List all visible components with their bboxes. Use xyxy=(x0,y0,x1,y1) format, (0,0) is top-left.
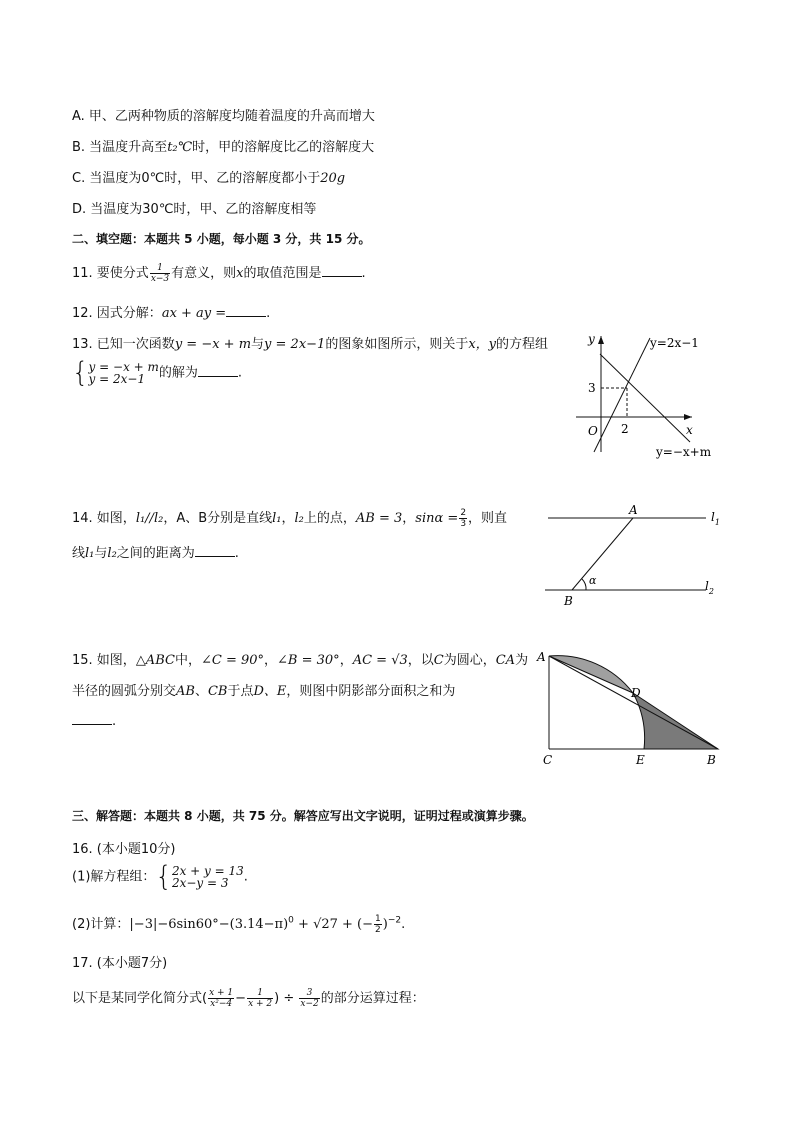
l1-label: $l_1$ xyxy=(711,510,720,527)
y-tick-label: 3 xyxy=(588,381,596,395)
line1-label: y=2x−1 xyxy=(650,336,699,350)
alpha-arc xyxy=(582,579,586,590)
question-12: 12. 因式分解：ax + ay = . xyxy=(72,306,271,321)
line-neg-x-m xyxy=(600,354,690,442)
option-a: A. 甲、乙两种物质的溶解度均随着温度的升高而增大 xyxy=(72,109,375,124)
question-17-body: 以下是某同学化简分式( $\frac{x + 1}{\text{x²−4}}$ − $\frac{1}{x + 2}$ ) ÷ $\frac{3}{x-2}$ 的部分运算过程： xyxy=(72,988,425,1009)
section-2-title: 二、填空题：本题共 5 小题，每小题 3 分，共 15 分。 xyxy=(72,232,371,246)
origin-label: O xyxy=(588,424,598,438)
question-15: 15. 如图，△ABC中，∠C = 90°，∠B = 30°，AC = √3，以C为圆心，CA为 xyxy=(72,653,529,668)
x-axis-label: x xyxy=(686,423,693,437)
question-11: 11. 要使分式 $\frac{1}{x-3}$ 有意义，则x的取值范围是 . xyxy=(72,263,366,284)
answer-blank[interactable] xyxy=(198,364,238,377)
answer-blank[interactable] xyxy=(195,544,235,557)
question-16-part1: (1)解方程组：{ 2x + y = 13 2x−y = 3 . xyxy=(72,861,248,893)
option-d: D. 当温度为30℃时，甲、乙的溶解度相等 xyxy=(72,202,317,217)
x-tick-label: 2 xyxy=(621,422,629,436)
question-14-line2: 线l₁与l₂之间的距离为 . xyxy=(72,546,239,561)
line2-label: y=−x+m xyxy=(656,445,712,459)
l2-label: $l_2$ xyxy=(705,579,714,596)
point-a-label: A xyxy=(537,650,546,664)
q14-figure xyxy=(540,500,730,612)
question-13: 13. 已知一次函数y = −x + m与y = 2x−1的图象如图所示，则关于x，y的方程组 xyxy=(72,337,549,352)
answer-blank[interactable] xyxy=(226,304,266,317)
question-16-part2: (2)计算：$|-3|-6\sin 60^\circ-(3.14-\pi)^0 + √27$ + (− $\frac{1}{2}$ )$^{-2}$. xyxy=(72,914,406,935)
point-d-label: D xyxy=(631,686,641,700)
answer-blank[interactable] xyxy=(72,712,112,725)
point-c-label: C xyxy=(543,753,553,767)
segment-ab xyxy=(572,518,633,590)
alpha-label: α xyxy=(589,574,597,587)
q15-figure xyxy=(535,645,725,771)
option-b: B. 当温度升高至t₂℃时，甲的溶解度比乙的溶解度大 xyxy=(72,140,375,155)
option-c: C. 当温度为0℃时，甲、乙的溶解度都小于20g xyxy=(72,171,346,186)
point-b-label: B xyxy=(564,594,573,608)
shaded-region-1 xyxy=(549,656,633,693)
point-b-label: B xyxy=(707,753,716,767)
question-15-line2: 半径的圆弧分别交AB、CB于点D、E，则图中阴影部分面积之和为 xyxy=(72,684,456,699)
point-a-label: A xyxy=(629,503,638,517)
q13-graph xyxy=(570,326,730,462)
point-e-label: E xyxy=(636,753,645,767)
y-axis-label: y xyxy=(588,332,595,346)
question-16-title: 16. (本小题10分) xyxy=(72,842,176,857)
section-3-title: 三、解答题：本题共 8 小题，共 75 分。解答应写出文字说明，证明过程或演算步骤。 xyxy=(72,809,534,823)
question-15-line3: . xyxy=(72,712,116,729)
answer-blank[interactable] xyxy=(322,264,362,277)
shaded-region-2 xyxy=(633,693,718,749)
question-14: 14. 如图，l₁//l₂，A、B分别是直线l₁，l₂上的点，AB = 3，sinα = $\frac{2}{3}$ ，则直 xyxy=(72,508,508,529)
side-ab xyxy=(549,656,718,749)
question-13-system: { y = −x + m y = 2x−1 的解为 . xyxy=(72,357,243,389)
question-17-title: 17. (本小题7分) xyxy=(72,956,168,971)
